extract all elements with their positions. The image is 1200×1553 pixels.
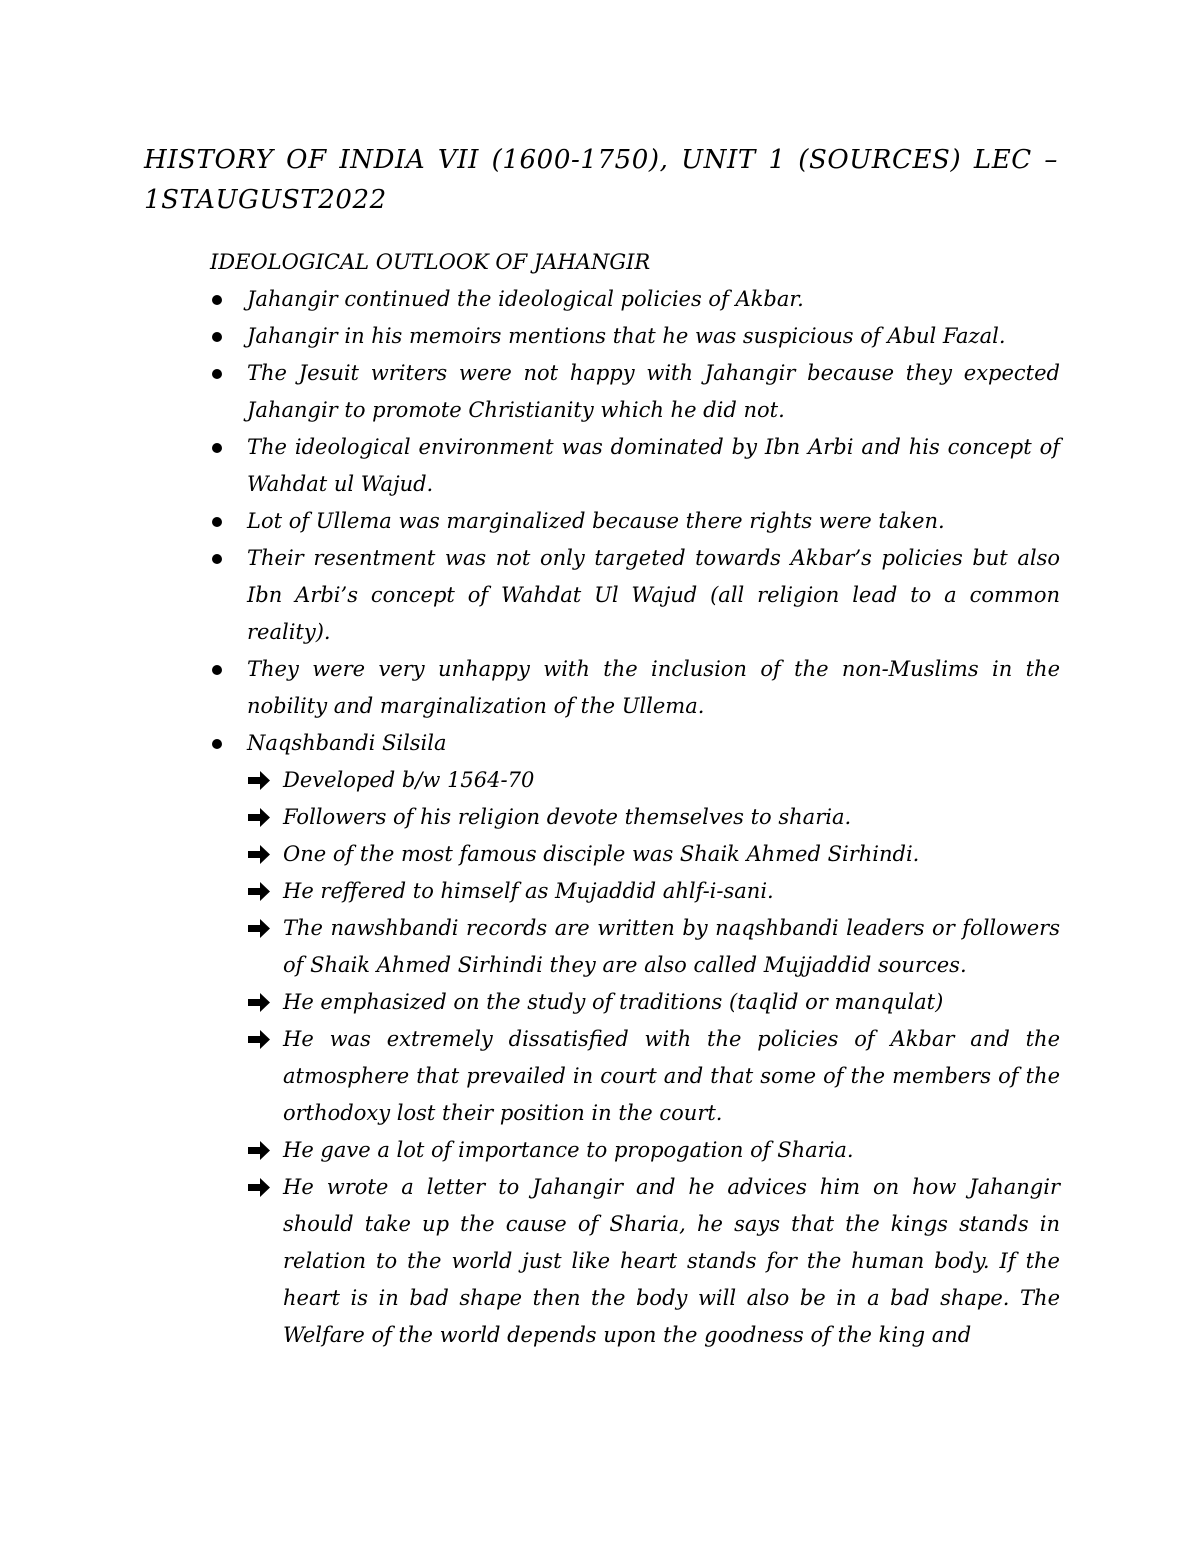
subpoint-item [210,799,1060,836]
bullet-text: Jahangir continued the ideological policies of Akbar. [247,287,804,311]
subpoint-text: He wrote a letter to Jahangir and he advices him on how Jahangir should take up the cause of Sharia, he says that the kings stands in relation to the world just like heart stands for the human body. If the heart is in bad shape then the body will also be in a bad shape. The Welfare of the world depends upon the goodness of the king and [283,1175,1060,1347]
bullet-text: Jahangir in his memoirs mentions that he was suspicious of Abul Fazal. [247,324,1006,348]
subpoint-item [210,1021,1060,1132]
bullet-list [210,281,1060,762]
subpoint-text: He reffered to himself as Mujaddid ahlf-i-sani. [283,879,774,903]
document-title: HISTORY OF INDIA VII (1600-1750), UNIT 1 (SOURCES) LEC – 1STAUGUST2022 [144,145,1058,215]
bullet-text: Naqshbandi Silsila [247,731,447,755]
bullet-item [210,355,1060,429]
bullet-icon [212,517,222,527]
arrow-right-icon [246,836,274,873]
subpoint-text: He emphasized on the study of traditions (taqlid or manqulat) [283,990,944,1014]
bullet-text: The Jesuit writers were not happy with Jahangir because they expected Jahangir to promote Christianity which he did not. [247,361,1060,422]
subpoint-item [210,984,1060,1021]
arrow-right-icon [246,1169,274,1206]
arrow-right-icon [246,1132,274,1169]
bullet-icon [212,665,222,675]
subpoint-item [210,1169,1060,1354]
bullet-icon [212,295,222,305]
subpoint-item [210,762,1060,799]
subpoint-text: Developed b/w 1564-70 [283,768,535,792]
bullet-text: Their resentment was not only targeted towards Akbar’s policies but also Ibn Arbi’s concept of Wahdat Ul Wajud (all religion lead to a common reality). [247,546,1060,644]
bullet-item [210,281,1060,318]
bullet-item [210,318,1060,355]
subpoint-item [210,1132,1060,1169]
subpoint-text: One of the most famous disciple was Shaik Ahmed Sirhindi. [283,842,920,866]
bullet-text: They were very unhappy with the inclusion of the non-Muslims in the nobility and marginalization of the Ullema. [247,657,1060,718]
arrow-right-icon [246,1021,274,1058]
bullet-item [210,429,1060,503]
subpoint-list [210,762,1060,1354]
arrow-right-icon [246,984,274,1021]
subpoint-text: The nawshbandi records are written by naqshbandi leaders or followers of Shaik Ahmed Sirhindi they are also called Mujjaddid sources. [283,916,1060,977]
arrow-right-icon [246,762,274,799]
bullet-icon [212,332,222,342]
arrow-right-icon [246,873,274,910]
arrow-right-icon [246,910,274,947]
bullet-text: Lot of Ullema was marginalized because there rights were taken. [247,509,945,533]
bullet-icon [212,369,222,379]
section-heading: IDEOLOGICAL OUTLOOK OF JAHANGIR [210,250,651,274]
bullet-icon [212,739,222,749]
document-body [210,244,1060,1354]
subpoint-item [210,873,1060,910]
bullet-text: The ideological environment was dominated by Ibn Arbi and his concept of Wahdat ul Wajud. [247,435,1060,496]
subpoint-item [210,910,1060,984]
bullet-icon [212,443,222,453]
bullet-icon [212,554,222,564]
bullet-item [210,725,1060,762]
subpoint-text: Followers of his religion devote themselves to sharia. [283,805,852,829]
bullet-item [210,540,1060,651]
subpoint-item [210,836,1060,873]
bullet-item [210,651,1060,725]
subpoint-text: He was extremely dissatisfied with the policies of Akbar and the atmosphere that prevailed in court and that some of the members of the orthodoxy lost their position in the court. [283,1027,1060,1125]
arrow-right-icon [246,799,274,836]
subpoint-text: He gave a lot of importance to propogation of Sharia. [283,1138,854,1162]
bullet-item [210,503,1060,540]
